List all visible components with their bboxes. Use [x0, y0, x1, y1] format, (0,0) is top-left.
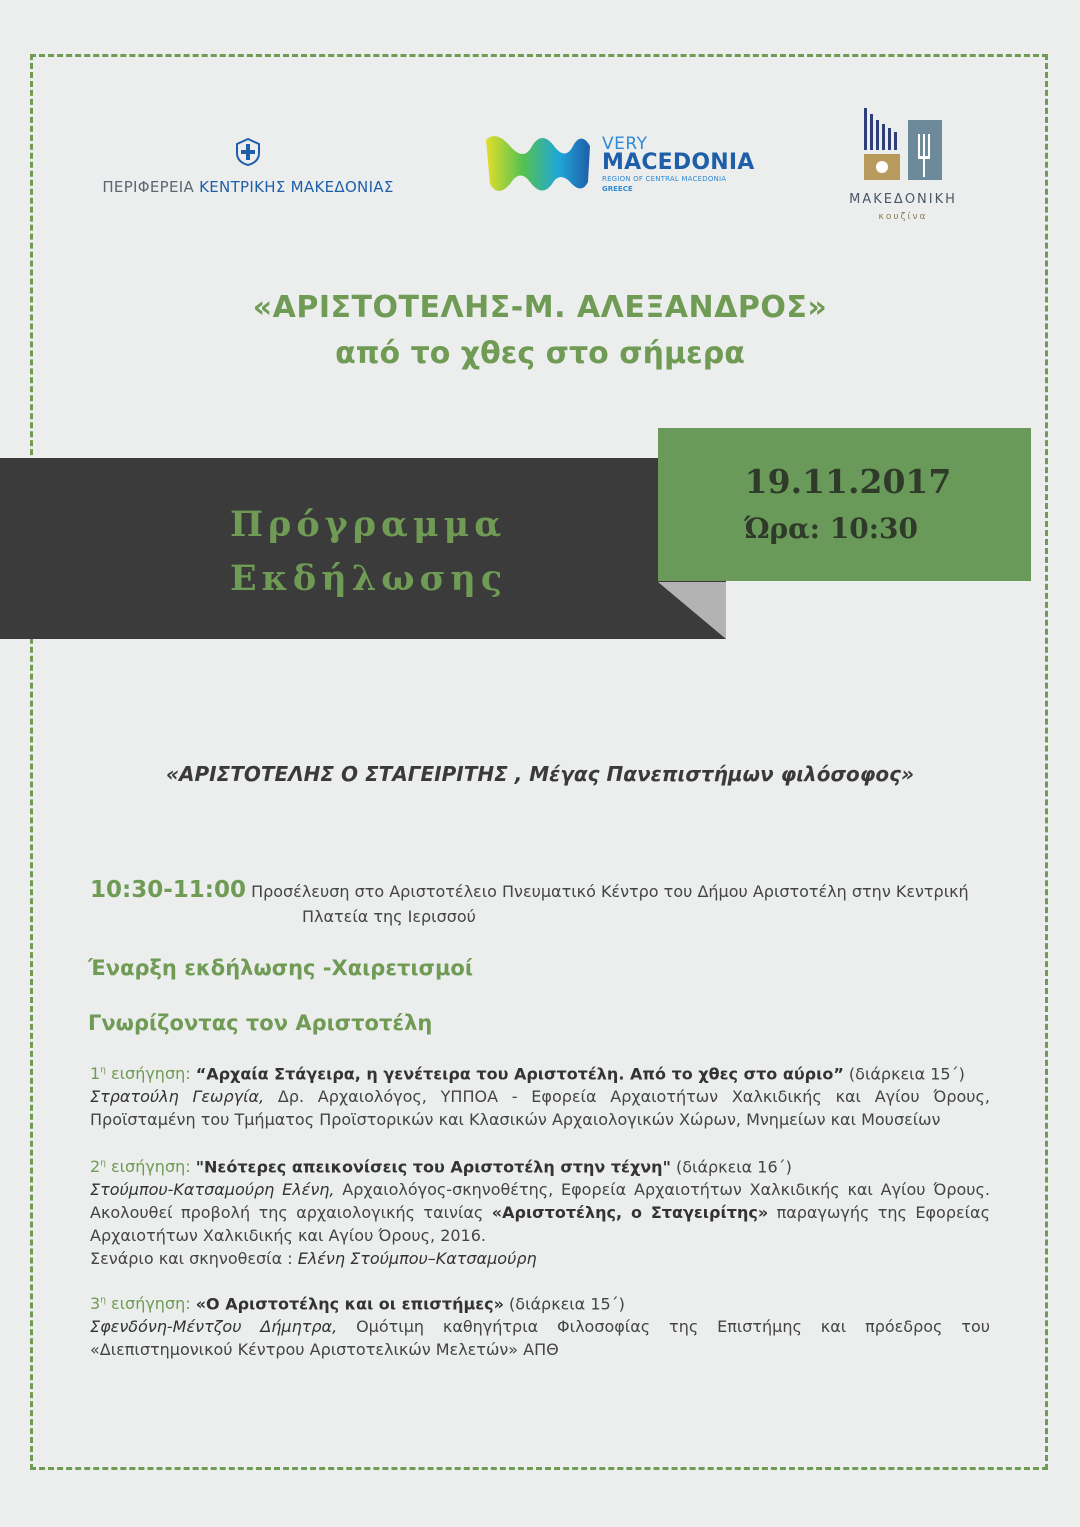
talk-2-film-after: παραγωγής της Εφορείας Αρχαιοτήτων Χαλκιδικής και Αγίου Όρους, 2016.	[90, 1203, 990, 1246]
talk-3-speaker: Σφενδόνη-Μέντζου Δήμητρα,	[90, 1317, 338, 1337]
talk-2-duration: (διάρκεια 16΄)	[670, 1157, 792, 1177]
talk-1	[90, 1060, 990, 1131]
event-date: 19.11.2017	[744, 462, 952, 501]
talk-1-details: Δρ. Αρχαιολόγος, ΥΠΠΟΑ - Εφορεία Αρχαιοτήτων Χαλκιδικής και Αγίου Όρους, Προϊσταμένη του Τμήματος Προϊστορικών και Κλασικών Αρχαιολογικών Χώρων, Μνημείων και Μουσείων	[90, 1087, 991, 1130]
talk-1-duration: (διάρκεια 15΄)	[843, 1064, 965, 1084]
talk-1-speaker: Στρατούλη Γεωργία,	[90, 1087, 265, 1107]
region-logo	[92, 138, 404, 196]
talk-3-title: «Ο Αριστοτέλης και οι επιστήμες»	[195, 1294, 504, 1314]
region-name-part2: ΚΕΝΤΡΙΚΗΣ ΜΑΚΕΔΟΝΙΑΣ	[199, 178, 394, 196]
program-heading	[230, 498, 507, 606]
region-name-part1: ΠΕΡΙΦΕΡΕΙΑ	[102, 178, 200, 196]
opening-heading: Έναρξη εκδήλωσης -Χαιρετισμοί	[88, 956, 474, 980]
banner-fold-shape	[658, 582, 728, 640]
program-heading-line1: Πρόγραμμα	[230, 504, 507, 545]
arrival-time: 10:30-11:00	[90, 877, 246, 903]
cuisine-sub: κουζίνα	[878, 212, 928, 222]
talk-3-label: $3^\eta$ εισήγηση:	[90, 1294, 196, 1314]
event-subtitle: «ΑΡΙΣΤΟΤΕΛΗΣ Ο ΣΤΑΓΕΙΡΙΤΗΣ , Μέγας Πανεπιστήμων φιλόσοφος»	[165, 762, 914, 786]
greek-crest-icon	[235, 138, 261, 166]
event-tagline: από το χθες στο σήμερα	[335, 336, 745, 371]
talk-2-speaker: Στούμπου-Κατσαμούρη Ελένη,	[90, 1180, 335, 1200]
macedonian-cuisine-logo	[838, 104, 968, 224]
talk-3-duration: (διάρκεια 15΄)	[503, 1294, 625, 1314]
arrival-row	[90, 877, 990, 926]
talk-2-film: «Αριστοτέλης, ο Σταγειρίτης»	[491, 1203, 769, 1223]
cuisine-emblem-icon	[860, 104, 950, 184]
brand-macedonia: MACEDONIA	[602, 150, 755, 175]
very-macedonia-logo	[482, 132, 762, 202]
event-title: «ΑΡΙΣΤΟΤΕΛΗΣ-Μ. ΑΛΕΞΑΝΔΡΟΣ»	[252, 290, 828, 325]
brand-greece: GREECE	[602, 185, 633, 193]
brand-very: VERY	[602, 134, 648, 154]
arrival-text-line2: Πλατεία της Ιερισσού	[302, 907, 476, 926]
brand-region: REGION OF CENTRAL MACEDONIA	[602, 175, 727, 183]
macedonia-wave-icon	[482, 132, 594, 196]
date-box	[658, 428, 1031, 581]
cuisine-name: ΜΑΚΕΔΟΝΙΚΗ	[849, 192, 957, 207]
talk-1-label: $1^\eta$ εισήγηση:	[90, 1064, 196, 1084]
talk-1-title: “Αρχαία Στάγειρα, η γενέτειρα του Αριστοτέλη. Από το χθες στο αύριο”	[195, 1064, 844, 1084]
talk-2	[90, 1153, 990, 1270]
talk-2-credit-name: Ελένη Στούμπου–Κατσαμούρη	[297, 1249, 537, 1269]
talk-2-credit-label: Σενάριο και σκηνοθεσία :	[90, 1249, 298, 1269]
event-time: Ώρα: 10:30	[743, 512, 919, 545]
talk-2-label: $2^\eta$ εισήγηση:	[90, 1157, 196, 1177]
talk-2-title: "Νεότερες απεικονίσεις του Αριστοτέλη στην τέχνη"	[195, 1157, 671, 1177]
arrival-text-line1: Προσέλευση στο Αριστοτέλειο Πνευματικό Κέντρο του Δήμου Αριστοτέλη στην Κεντρική	[251, 882, 969, 901]
talk-2-details: Αρχαιολόγος-σκηνοθέτης, Εφορεία Αρχαιοτήτων Χαλκιδικής και Αγίου Όρους. Ακολουθεί προβολή της αρχαιολογικής ταινίας	[90, 1180, 991, 1223]
section-heading: Γνωρίζοντας τον Αριστοτέλη	[88, 1011, 433, 1035]
talk-3	[90, 1290, 990, 1361]
talk-3-details: Ομότιμη καθηγήτρια Φιλοσοφίας της Επιστήμης και πρόεδρος του «Διεπιστημονικού Κέντρου Αριστοτελικών Μελετών» ΑΠΘ	[90, 1317, 990, 1360]
program-heading-line2: Εκδήλωσης	[230, 558, 508, 599]
